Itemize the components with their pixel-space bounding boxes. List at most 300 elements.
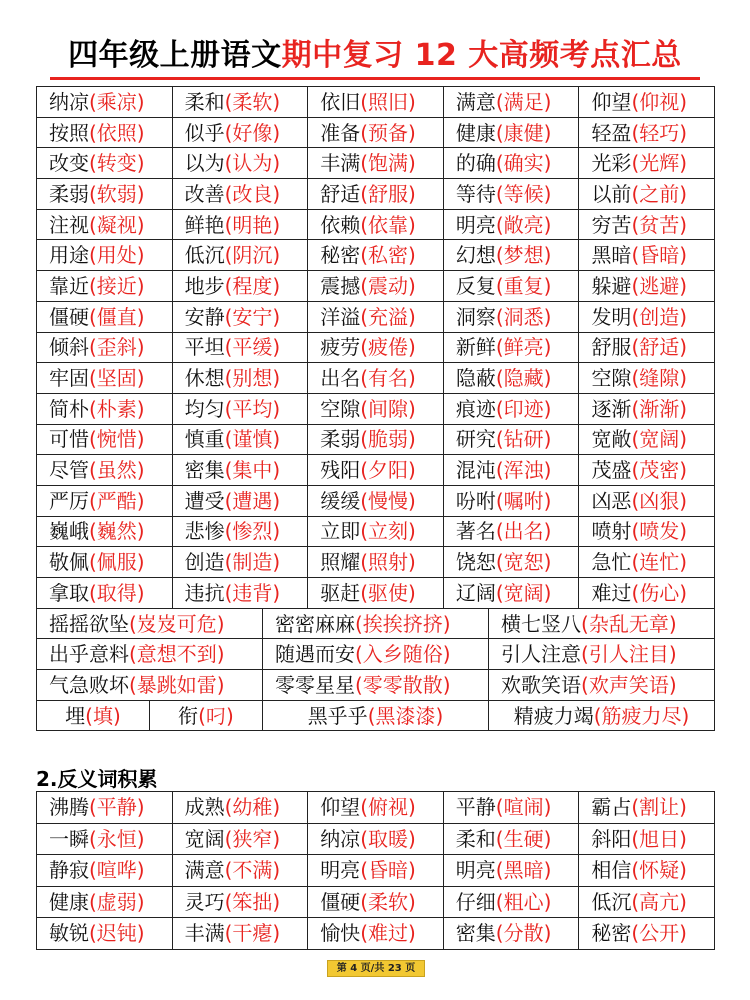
word-pair-cell bbox=[37, 271, 173, 302]
word: 成熟 bbox=[184, 795, 225, 820]
word: 缓缓 bbox=[320, 488, 361, 513]
answer: (俯视) bbox=[360, 795, 416, 820]
word: 急忙 bbox=[591, 550, 632, 575]
word: 牢固 bbox=[49, 366, 89, 391]
answer: (敞亮) bbox=[495, 212, 552, 237]
table-row bbox=[37, 424, 715, 455]
answer: (柔软) bbox=[360, 889, 416, 914]
answer: (立刻) bbox=[360, 519, 416, 544]
answer: (充溢) bbox=[360, 304, 416, 329]
word: 横七竖八 bbox=[501, 611, 582, 636]
answer: (粗心) bbox=[495, 889, 552, 914]
word: 洞察 bbox=[455, 304, 496, 329]
answer: (阴沉) bbox=[224, 243, 281, 268]
word: 新鲜 bbox=[455, 335, 496, 360]
answer: (引人注目) bbox=[581, 642, 677, 667]
antonym-pair-cell bbox=[37, 855, 173, 887]
word: 简朴 bbox=[49, 396, 89, 421]
table-row bbox=[37, 516, 715, 547]
word: 残阳 bbox=[320, 458, 361, 483]
table-row bbox=[37, 700, 715, 731]
word-pair-cell bbox=[489, 700, 715, 731]
word: 驱赶 bbox=[320, 580, 361, 605]
word-pair-cell bbox=[308, 87, 444, 118]
word: 出名 bbox=[320, 366, 361, 391]
answer: (嘱咐) bbox=[495, 488, 552, 513]
word-pair-cell bbox=[579, 424, 715, 455]
answer: (照旧) bbox=[360, 89, 416, 114]
answer: (饱满) bbox=[360, 151, 416, 176]
synonym-table bbox=[36, 86, 715, 731]
word: 震撼 bbox=[320, 273, 361, 298]
word: 茂盛 bbox=[591, 458, 632, 483]
word-pair-cell bbox=[37, 179, 173, 210]
word: 照耀 bbox=[320, 550, 361, 575]
word: 满意 bbox=[184, 858, 225, 883]
word: 秘密 bbox=[591, 921, 632, 946]
word: 以为 bbox=[184, 151, 225, 176]
answer: (舒适) bbox=[631, 335, 688, 360]
word: 躲避 bbox=[591, 273, 632, 298]
antonym-pair-cell bbox=[172, 855, 308, 887]
idiom-pair-cell bbox=[37, 608, 263, 639]
word-pair-cell bbox=[308, 578, 444, 609]
word-pair-cell bbox=[443, 578, 579, 609]
word: 明亮 bbox=[320, 858, 361, 883]
table-row bbox=[37, 87, 715, 118]
antonym-pair-cell bbox=[37, 886, 173, 918]
answer: (宽阔) bbox=[495, 580, 552, 605]
word: 拿取 bbox=[49, 580, 89, 605]
word-pair-cell bbox=[172, 271, 308, 302]
word-pair-cell bbox=[172, 547, 308, 578]
word: 依旧 bbox=[320, 89, 361, 114]
word: 健康 bbox=[49, 889, 89, 914]
answer: (暴跳如雷) bbox=[129, 672, 225, 697]
word: 沸腾 bbox=[49, 795, 89, 820]
answer: (程度) bbox=[224, 273, 281, 298]
answer: (接近) bbox=[89, 273, 145, 298]
word-pair-cell bbox=[308, 240, 444, 271]
answer: (昏暗) bbox=[631, 243, 688, 268]
answer: (贫苦) bbox=[631, 212, 688, 237]
word: 地步 bbox=[184, 273, 225, 298]
answer: (宽阔) bbox=[631, 427, 688, 452]
word: 均匀 bbox=[184, 396, 225, 421]
answer: (等候) bbox=[495, 181, 552, 206]
word-pair-cell bbox=[37, 148, 173, 179]
answer: (集中) bbox=[224, 458, 281, 483]
word: 巍峨 bbox=[49, 519, 89, 544]
answer: (平缓) bbox=[224, 335, 281, 360]
word-pair-cell bbox=[308, 485, 444, 516]
word: 幻想 bbox=[455, 243, 496, 268]
word: 丰满 bbox=[184, 921, 225, 946]
answer: (分散) bbox=[495, 921, 552, 946]
word: 僵硬 bbox=[49, 304, 89, 329]
word: 斜阳 bbox=[591, 826, 632, 851]
answer: (乘凉) bbox=[89, 89, 145, 114]
word-pair-cell bbox=[443, 485, 579, 516]
word-pair-cell bbox=[308, 209, 444, 240]
table-row bbox=[37, 393, 715, 424]
table-row bbox=[37, 823, 715, 855]
answer: (鲜亮) bbox=[495, 335, 552, 360]
word-pair-cell bbox=[37, 455, 173, 486]
answer: (怀疑) bbox=[631, 858, 687, 883]
word: 仰望 bbox=[591, 89, 632, 114]
word-pair-cell bbox=[579, 148, 715, 179]
word: 吩咐 bbox=[455, 488, 496, 513]
answer: (之前) bbox=[631, 181, 688, 206]
answer: (康健) bbox=[495, 120, 552, 145]
word: 反复 bbox=[455, 273, 496, 298]
word: 平静 bbox=[455, 795, 496, 820]
word-pair-cell bbox=[443, 363, 579, 394]
table-row bbox=[37, 363, 715, 394]
answer: (杂乱无章) bbox=[581, 611, 677, 636]
word: 创造 bbox=[184, 550, 225, 575]
answer: (取得) bbox=[89, 580, 145, 605]
word: 宽敞 bbox=[591, 427, 632, 452]
word: 倾斜 bbox=[49, 335, 89, 360]
word-pair-cell bbox=[172, 363, 308, 394]
answer: (迟钝) bbox=[89, 921, 145, 946]
answer: (欢声笑语) bbox=[581, 672, 677, 697]
answer: (生硬) bbox=[495, 826, 552, 851]
table-row bbox=[37, 485, 715, 516]
word: 尽管 bbox=[49, 458, 89, 483]
word: 丰满 bbox=[320, 151, 361, 176]
antonym-pair-cell bbox=[579, 855, 715, 887]
word-pair-cell bbox=[37, 87, 173, 118]
word-pair-cell bbox=[172, 424, 308, 455]
answer: (高亢) bbox=[631, 889, 687, 914]
table-row bbox=[37, 271, 715, 302]
page-title bbox=[50, 30, 700, 74]
answer: (不满) bbox=[224, 858, 281, 883]
word: 欢歌笑语 bbox=[501, 672, 582, 697]
word: 混沌 bbox=[455, 458, 496, 483]
table-row bbox=[37, 670, 715, 701]
word: 用途 bbox=[49, 243, 89, 268]
answer: (柔软) bbox=[224, 89, 281, 114]
word: 舒服 bbox=[591, 335, 632, 360]
answer: (依照) bbox=[89, 120, 145, 145]
answer: (岌岌可危) bbox=[129, 611, 225, 636]
answer: (遭遇) bbox=[224, 488, 281, 513]
word: 敬佩 bbox=[49, 550, 89, 575]
answer: (干瘪) bbox=[224, 921, 281, 946]
word-pair-cell bbox=[308, 455, 444, 486]
table-row bbox=[37, 855, 715, 887]
table-row bbox=[37, 578, 715, 609]
word-pair-cell bbox=[37, 516, 173, 547]
word-pair-cell bbox=[579, 209, 715, 240]
word-pair-cell bbox=[579, 301, 715, 332]
word-pair-cell bbox=[308, 301, 444, 332]
table-row bbox=[37, 240, 715, 271]
antonym-pair-cell bbox=[443, 918, 579, 950]
word-pair-cell bbox=[172, 209, 308, 240]
word: 低沉 bbox=[591, 889, 632, 914]
answer: (软弱) bbox=[89, 181, 145, 206]
answer: (重复) bbox=[495, 273, 552, 298]
idiom-pair-cell bbox=[262, 608, 488, 639]
word-pair-cell bbox=[172, 148, 308, 179]
word-pair-cell bbox=[37, 393, 173, 424]
table-row bbox=[37, 332, 715, 363]
word-pair-cell bbox=[37, 424, 173, 455]
word: 空隙 bbox=[320, 396, 361, 421]
word: 洋溢 bbox=[320, 304, 361, 329]
word: 饶恕 bbox=[455, 550, 496, 575]
word: 疲劳 bbox=[320, 335, 361, 360]
word: 仰望 bbox=[320, 795, 361, 820]
word-pair-cell bbox=[37, 301, 173, 332]
word: 气急败坏 bbox=[49, 672, 129, 697]
word: 按照 bbox=[49, 120, 89, 145]
answer: (平静) bbox=[89, 795, 145, 820]
word-pair-cell bbox=[308, 424, 444, 455]
table-row bbox=[37, 639, 715, 670]
antonym-pair-cell bbox=[443, 823, 579, 855]
word: 违抗 bbox=[184, 580, 225, 605]
answer: (预备) bbox=[360, 120, 416, 145]
word: 光彩 bbox=[591, 151, 632, 176]
word: 痕迹 bbox=[455, 396, 496, 421]
answer: (钻研) bbox=[495, 427, 552, 452]
word: 纳凉 bbox=[320, 826, 361, 851]
word: 轻盈 bbox=[591, 120, 632, 145]
word-pair-cell bbox=[443, 516, 579, 547]
idiom-pair-cell bbox=[37, 639, 263, 670]
word-pair-cell bbox=[579, 485, 715, 516]
word: 研究 bbox=[455, 427, 496, 452]
answer: (洞悉) bbox=[495, 304, 552, 329]
word-pair-cell bbox=[37, 578, 173, 609]
antonym-pair-cell bbox=[308, 792, 444, 824]
antonym-pair-cell bbox=[37, 792, 173, 824]
word-pair-cell bbox=[443, 209, 579, 240]
answer: (幼稚) bbox=[224, 795, 281, 820]
word: 零零星星 bbox=[274, 672, 355, 697]
answer: (平均) bbox=[224, 396, 281, 421]
answer: (制造) bbox=[224, 550, 281, 575]
word: 精疲力竭 bbox=[513, 703, 594, 728]
word-pair-cell bbox=[308, 117, 444, 148]
answer: (歪斜) bbox=[89, 335, 145, 360]
word: 等待 bbox=[455, 181, 496, 206]
answer: (割让) bbox=[631, 795, 687, 820]
answer: (改良) bbox=[224, 181, 281, 206]
word: 静寂 bbox=[49, 858, 89, 883]
idiom-pair-cell bbox=[262, 639, 488, 670]
word-pair-cell bbox=[579, 516, 715, 547]
word-pair-cell bbox=[308, 516, 444, 547]
word-pair-cell bbox=[37, 240, 173, 271]
word-pair-cell bbox=[37, 332, 173, 363]
word: 健康 bbox=[455, 120, 496, 145]
answer: (叼) bbox=[198, 703, 234, 728]
title-red: 期中复习 12 大高频考点汇总 bbox=[281, 38, 682, 73]
answer: (隐藏) bbox=[495, 366, 552, 391]
answer: (浑浊) bbox=[495, 458, 552, 483]
antonym-pair-cell bbox=[308, 823, 444, 855]
word-pair-cell bbox=[172, 516, 308, 547]
answer: (坚固) bbox=[89, 366, 145, 391]
table-row bbox=[37, 455, 715, 486]
word-pair-cell bbox=[579, 393, 715, 424]
idiom-pair-cell bbox=[489, 639, 715, 670]
word: 密密麻麻 bbox=[274, 611, 355, 636]
word: 出乎意料 bbox=[49, 642, 129, 667]
word: 仔细 bbox=[455, 889, 496, 914]
answer: (渐渐) bbox=[631, 396, 688, 421]
word-pair-cell bbox=[579, 455, 715, 486]
answer: (虚弱) bbox=[89, 889, 145, 914]
antonym-pair-cell bbox=[172, 918, 308, 950]
answer: (挨挨挤挤) bbox=[354, 611, 451, 636]
word-pair-cell bbox=[37, 209, 173, 240]
word: 穷苦 bbox=[591, 212, 632, 237]
word: 严厉 bbox=[49, 488, 89, 513]
answer: (入乡随俗) bbox=[354, 642, 451, 667]
word: 霸占 bbox=[591, 795, 632, 820]
word: 空隙 bbox=[591, 366, 632, 391]
word: 悲惨 bbox=[184, 519, 225, 544]
word-pair-cell bbox=[579, 363, 715, 394]
word: 以前 bbox=[591, 181, 632, 206]
answer: (永恒) bbox=[89, 826, 145, 851]
word-pair-cell bbox=[37, 547, 173, 578]
word: 引人注意 bbox=[501, 642, 582, 667]
antonym-pair-cell bbox=[579, 823, 715, 855]
antonym-pair-cell bbox=[443, 886, 579, 918]
word-pair-cell bbox=[579, 578, 715, 609]
word: 摇摇欲坠 bbox=[49, 611, 129, 636]
word: 喷射 bbox=[591, 519, 632, 544]
word-pair-cell bbox=[579, 547, 715, 578]
word-pair-cell bbox=[37, 485, 173, 516]
word: 相信 bbox=[591, 858, 632, 883]
antonym-pair-cell bbox=[308, 886, 444, 918]
antonym-pair-cell bbox=[579, 918, 715, 950]
answer: (明艳) bbox=[224, 212, 281, 237]
word: 依赖 bbox=[320, 212, 361, 237]
word: 遭受 bbox=[184, 488, 225, 513]
answer: (私密) bbox=[360, 243, 416, 268]
idiom-pair-cell bbox=[262, 670, 488, 701]
table-row bbox=[37, 886, 715, 918]
answer: (笨拙) bbox=[224, 889, 281, 914]
answer: (好像) bbox=[224, 120, 281, 145]
word: 灵巧 bbox=[184, 889, 225, 914]
answer: (连忙) bbox=[631, 550, 688, 575]
answer: (伤心) bbox=[631, 580, 688, 605]
answer: (公开) bbox=[631, 921, 687, 946]
word-pair-cell bbox=[443, 179, 579, 210]
title-underline bbox=[50, 77, 700, 80]
word: 准备 bbox=[320, 120, 361, 145]
word: 僵硬 bbox=[320, 889, 361, 914]
word-pair-cell bbox=[172, 87, 308, 118]
word-pair-cell bbox=[37, 363, 173, 394]
antonym-pair-cell bbox=[172, 792, 308, 824]
word: 舒适 bbox=[320, 181, 361, 206]
answer: (昏暗) bbox=[360, 858, 416, 883]
table-row bbox=[37, 792, 715, 824]
word-pair-cell bbox=[443, 301, 579, 332]
answer: (疲倦) bbox=[360, 335, 416, 360]
antonym-pair-cell bbox=[308, 918, 444, 950]
antonym-table bbox=[36, 791, 715, 950]
page-number: 第 4 页/共 23 页 bbox=[327, 960, 425, 977]
word-pair-cell bbox=[579, 271, 715, 302]
word: 密集 bbox=[184, 458, 225, 483]
word-pair-cell bbox=[172, 485, 308, 516]
word-pair-cell bbox=[443, 547, 579, 578]
answer: (安宁) bbox=[224, 304, 281, 329]
answer: (难过) bbox=[360, 921, 416, 946]
antonym-pair-cell bbox=[172, 823, 308, 855]
answer: (喧哗) bbox=[89, 858, 145, 883]
answer: (创造) bbox=[631, 304, 688, 329]
table-row bbox=[37, 209, 715, 240]
word: 随遇而安 bbox=[274, 642, 355, 667]
answer: (违背) bbox=[224, 580, 281, 605]
word: 发明 bbox=[591, 304, 632, 329]
word: 低沉 bbox=[184, 243, 225, 268]
word: 安静 bbox=[184, 304, 225, 329]
word: 秘密 bbox=[320, 243, 361, 268]
word-pair-cell bbox=[172, 455, 308, 486]
table-row bbox=[37, 608, 715, 639]
answer: (虽然) bbox=[89, 458, 145, 483]
word-pair-cell bbox=[262, 700, 488, 731]
answer: (喧闹) bbox=[495, 795, 552, 820]
word: 可惜 bbox=[49, 427, 89, 452]
answer: (狭窄) bbox=[224, 826, 281, 851]
answer: (舒服) bbox=[360, 181, 416, 206]
antonym-pair-cell bbox=[579, 792, 715, 824]
answer: (严酷) bbox=[89, 488, 145, 513]
antonym-pair-cell bbox=[172, 886, 308, 918]
antonym-pair-cell bbox=[37, 918, 173, 950]
word: 明亮 bbox=[455, 212, 496, 237]
word-pair-cell bbox=[308, 148, 444, 179]
answer: (僵直) bbox=[89, 304, 145, 329]
title-black: 四年级上册语文 bbox=[68, 38, 282, 73]
word-pair-cell bbox=[443, 455, 579, 486]
word: 宽阔 bbox=[184, 826, 225, 851]
table-row bbox=[37, 117, 715, 148]
antonym-section-heading: 2.反义词积累 bbox=[36, 767, 158, 791]
antonym-pair-cell bbox=[443, 855, 579, 887]
word: 休想 bbox=[184, 366, 225, 391]
answer: (取暖) bbox=[360, 826, 416, 851]
answer: (震动) bbox=[360, 273, 416, 298]
word: 平坦 bbox=[184, 335, 225, 360]
table-row bbox=[37, 547, 715, 578]
word: 纳凉 bbox=[49, 89, 89, 114]
word-pair-cell bbox=[172, 393, 308, 424]
word: 一瞬 bbox=[49, 826, 89, 851]
word-pair-cell bbox=[443, 117, 579, 148]
word: 埋 bbox=[65, 703, 86, 728]
word-pair-cell bbox=[443, 240, 579, 271]
word: 立即 bbox=[320, 519, 361, 544]
